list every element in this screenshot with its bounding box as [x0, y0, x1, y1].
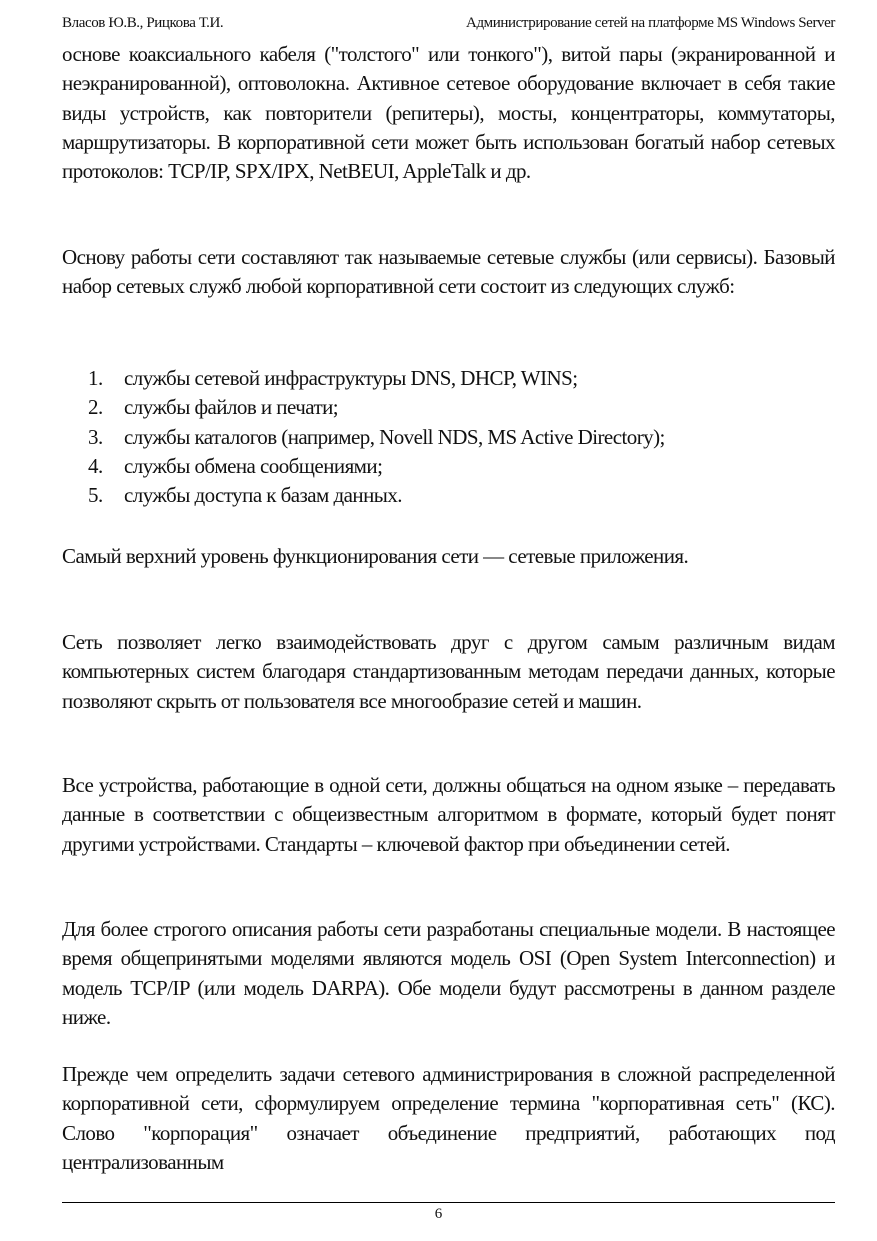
list-text: службы сетевой инфраструктуры DNS, DHCP, WINS; — [124, 366, 578, 390]
services-list — [62, 364, 835, 510]
paragraph: основе коаксиального кабеля ("толстого" или тонкого"), витой пары (экранированной и неэкранированной), оптоволокна. Активное сетевое оборудование включает в себя такие виды устройств, как повторители (репитеры), мосты, концентраторы, коммутаторы, маршрутизаторы. В корпоративной сети может быть использован богатый набор сетевых протоколов: TCP/IP, SPX/IPX, NetBEUI, AppleTalk и др. — [62, 42, 835, 184]
list-item — [62, 393, 835, 422]
list-item — [62, 364, 835, 393]
list-text: службы обмена сообщениями; — [124, 453, 383, 478]
list-number: 4. — [88, 453, 103, 478]
list-text: службы доступа к базам данных. — [124, 483, 402, 508]
header-authors: Власов Ю.В., Рицкова Т.И. — [62, 15, 224, 31]
list-number: 2. — [88, 395, 103, 420]
page-number: 6 — [434, 1206, 443, 1222]
paragraph: Основу работы сети составляют так называемые сетевые службы (или сервисы). Базовый набор сетевых служб любой корпоративной сети состоит из следующих служб: — [62, 245, 835, 299]
list-number: 3. — [88, 424, 103, 449]
list-text: службы файлов и печати; — [124, 395, 339, 420]
paragraph: Прежде чем определить задачи сетевого администрирования в сложной распределенной корпоративной сети, сформулируем определение термина "корпоративная сеть" (КС). Слово "корпорация" означает объединение предприятий, работающих под централизованным — [62, 1062, 835, 1174]
header-title: Администрирование сетей на платформе MS Windows Server — [466, 15, 835, 31]
paragraph: Самый верхний уровень функционирования сети — сетевые приложения. — [62, 544, 689, 568]
paragraph: Все устройства, работающие в одной сети, должны общаться на одном языке – передавать данные в соответствии с общеизвестным алгоритмом в формате, который будет понят другими устройствами. Стандарты – ключевой фактор при объединении сетей. — [62, 773, 835, 856]
paragraph: Сеть позволяет легко взаимодействовать друг с другом самым различным видам компьютерных систем благодаря стандартизованным методам передачи данных, которые позволяют скрыть от пользователя все многообразие сетей и машин. — [62, 630, 835, 713]
list-item — [62, 452, 835, 481]
footer-divider — [62, 1202, 835, 1203]
paragraph: Для более строгого описания работы сети разработаны специальные модели. В настоящее время общепринятыми моделями являются модель OSI (Open System Interconnection) и модель TCP/IP (или модель DARPA). Обе модели будут рассмотрены в данном разделе ниже. — [62, 917, 835, 1029]
list-item — [62, 481, 835, 510]
list-number: 1. — [88, 366, 103, 390]
list-number: 5. — [88, 483, 103, 508]
list-text: службы каталогов (например, Novell NDS, MS Active Directory); — [124, 424, 665, 449]
list-item — [62, 423, 835, 452]
